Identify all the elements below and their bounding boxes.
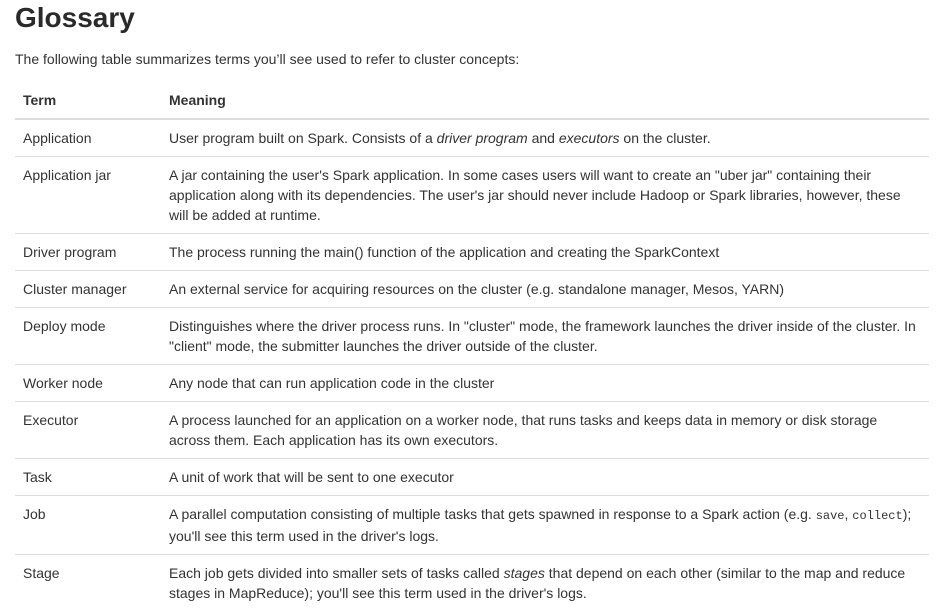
table-header-row [15,81,929,119]
meaning-text: and [527,130,559,146]
meaning-text: The process running the main() function of the application and creating the SparkContext [169,244,720,260]
table-row [15,402,929,459]
inline-code: save [815,509,845,523]
term-cell: Driver program [15,234,161,271]
meaning-text: ); you'll see this term used in the driver's logs. [169,506,912,544]
table-row [15,459,929,496]
glossary-table [15,81,929,611]
term-cell: Application [23,130,92,146]
table-row [15,496,929,555]
meaning-text: A jar containing the user's Spark application. In some cases users will want to create an "uber jar" containing their application along with its dependencies. The user's jar should never include Hadoop or Spark libraries, however, these will be added at runtime. [169,167,901,223]
term-cell: Task [15,459,161,496]
table-row [15,119,929,157]
term-cell: Executor [15,402,161,459]
term-cell: Deploy mode [15,308,161,365]
meaning-cell [161,308,929,365]
table-row [15,308,929,365]
meaning-cell [161,234,929,271]
emphasis-text: driver program [436,130,528,146]
meaning-cell [161,119,929,157]
meaning-cell [161,496,929,555]
meaning-text: Distinguishes where the driver process runs. In "cluster" mode, the framework launches the driver inside of the cluster. In "client" mode, the submitter launches the driver outside of the cluster. [169,318,916,354]
meaning-text: , [844,506,853,522]
meaning-cell [161,555,929,612]
inline-code: collect [852,509,903,523]
header-meaning: Meaning [161,81,929,119]
meaning-text: A parallel computation consisting of multiple tasks that gets spawned in response to a Spark action (e.g. [169,506,816,522]
meaning-text: on the cluster. [619,130,711,146]
term-cell: Stage [15,555,161,612]
table-body [15,119,929,611]
meaning-cell [161,157,929,234]
table-row [15,157,929,234]
meaning-text: An external service for acquiring resources on the cluster (e.g. standalone manager, Mesos, YARN) [169,281,785,297]
meaning-cell [161,365,929,402]
emphasis-text: stages [503,565,545,581]
table-row [15,365,929,402]
meaning-text: A process launched for an application on a worker node, that runs tasks and keeps data in memory or disk storage across them. Each application has its own executors. [169,412,878,448]
table-row [15,234,929,271]
meaning-cell [161,271,929,308]
term-cell: Application jar [15,157,161,234]
glossary-page [15,0,929,611]
meaning-text: Any node that can run application code in the cluster [169,375,495,391]
meaning-text: User program built on Spark. Consists of a [169,130,437,146]
meaning-text: that depend on each other (similar to the map and reduce stages in MapReduce); you'll see this term used in the driver's logs. [169,565,906,601]
page-title: Glossary [15,2,135,33]
meaning-cell [161,459,929,496]
term-cell: Cluster manager [15,271,161,308]
term-cell: Worker node [15,365,161,402]
header-term: Term [15,81,161,119]
meaning-cell [161,402,929,459]
emphasis-text: executors [558,130,620,146]
intro-text: The following table summarizes terms you’ll see used to refer to cluster concepts: [15,51,520,67]
table-row [15,271,929,308]
term-cell: Job [15,496,161,555]
meaning-text: A unit of work that will be sent to one executor [169,469,454,485]
meaning-text: Each job gets divided into smaller sets of tasks called [169,565,504,581]
table-row [15,555,929,612]
